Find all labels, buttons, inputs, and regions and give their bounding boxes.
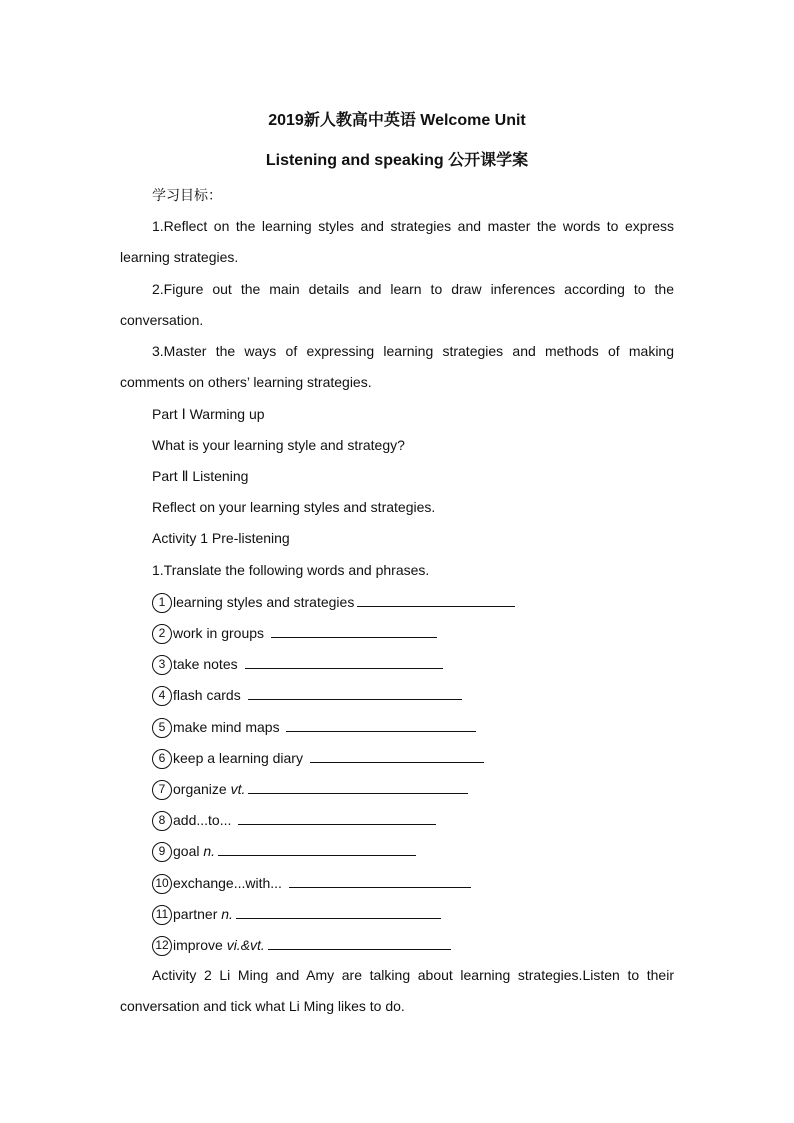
answer-blank[interactable] (248, 684, 462, 700)
answer-blank[interactable] (289, 872, 471, 888)
answer-blank[interactable] (236, 903, 441, 919)
objective-2-line1: 2.Figure out the main details and learn to draw inferences according to the (152, 281, 674, 297)
vocab-text: organize (173, 781, 231, 797)
vocab-item (152, 747, 484, 769)
document-subtitle: Listening and speaking 公开课学案 (265, 152, 529, 169)
vocab-item (152, 716, 476, 738)
task1-instruction: 1.Translate the following words and phrases. (152, 562, 430, 578)
objective-2-line2: conversation. (120, 312, 204, 328)
part2-intro: Reflect on your learning styles and strategies. (152, 499, 436, 515)
vocab-item (152, 591, 515, 613)
vocab-text: partner (173, 906, 222, 922)
vocab-text: work in groups (173, 625, 268, 641)
vocab-text: learning styles and strategies (173, 594, 355, 610)
answer-blank[interactable] (268, 934, 451, 950)
item-number: 3 (152, 655, 172, 675)
answer-blank[interactable] (357, 591, 515, 607)
item-number: 2 (152, 624, 172, 644)
part-of-speech: n. (203, 843, 216, 859)
item-number: 6 (152, 749, 172, 769)
objective-3-line2: comments on others’ learning strategies. (120, 374, 372, 390)
objective-1-line2: learning strategies. (120, 249, 239, 265)
vocab-text: keep a learning diary (173, 750, 307, 766)
answer-blank[interactable] (218, 840, 416, 856)
activity2-line1: Activity 2 Li Ming and Amy are talking about learning strategies.Listen to their (152, 967, 674, 983)
vocab-text: flash cards (173, 687, 245, 703)
part1-question: What is your learning style and strategy? (152, 437, 405, 453)
vocab-text: improve (173, 937, 227, 953)
item-number: 10 (152, 874, 172, 894)
vocab-item (152, 934, 451, 956)
answer-blank[interactable] (238, 809, 436, 825)
answer-blank[interactable] (248, 778, 468, 794)
objective-3-line1: 3.Master the ways of expressing learning strategies and methods of making (152, 343, 674, 359)
vocab-item (152, 840, 416, 862)
vocab-item (152, 653, 443, 675)
item-number: 12 (152, 936, 172, 956)
vocab-item (152, 809, 436, 831)
part-of-speech: vt. (230, 781, 246, 797)
activity1-heading: Activity 1 Pre-listening (152, 530, 290, 546)
item-number: 1 (152, 593, 172, 613)
vocab-item (152, 903, 441, 925)
vocab-item (152, 684, 462, 706)
answer-blank[interactable] (286, 716, 476, 732)
answer-blank[interactable] (245, 653, 443, 669)
answer-blank[interactable] (271, 622, 437, 638)
part2-heading: Part Ⅱ Listening (152, 468, 249, 484)
item-number: 11 (152, 905, 172, 925)
document-title: 2019新人教高中英语 Welcome Unit (268, 112, 526, 129)
vocab-item (152, 622, 437, 644)
answer-blank[interactable] (310, 747, 484, 763)
vocab-text: add...to... (173, 812, 236, 828)
item-number: 9 (152, 842, 172, 862)
part-of-speech: n. (221, 906, 233, 922)
part-of-speech: vi.&vt. (226, 937, 265, 953)
vocab-item (152, 872, 471, 894)
vocab-text: take notes (173, 656, 242, 672)
objective-1-line1: 1.Reflect on the learning styles and strategies and master the words to express (152, 218, 674, 234)
vocab-item (152, 778, 468, 800)
item-number: 7 (152, 780, 172, 800)
vocab-text: goal (173, 843, 204, 859)
item-number: 8 (152, 811, 172, 831)
objectives-heading: 学习目标： (152, 187, 222, 203)
item-number: 4 (152, 686, 172, 706)
activity2-line2: conversation and tick what Li Ming likes to do. (120, 998, 405, 1014)
vocab-text: exchange...with... (173, 875, 286, 891)
part1-heading: Part Ⅰ Warming up (152, 406, 265, 422)
item-number: 5 (152, 718, 172, 738)
vocab-text: make mind maps (173, 719, 284, 735)
